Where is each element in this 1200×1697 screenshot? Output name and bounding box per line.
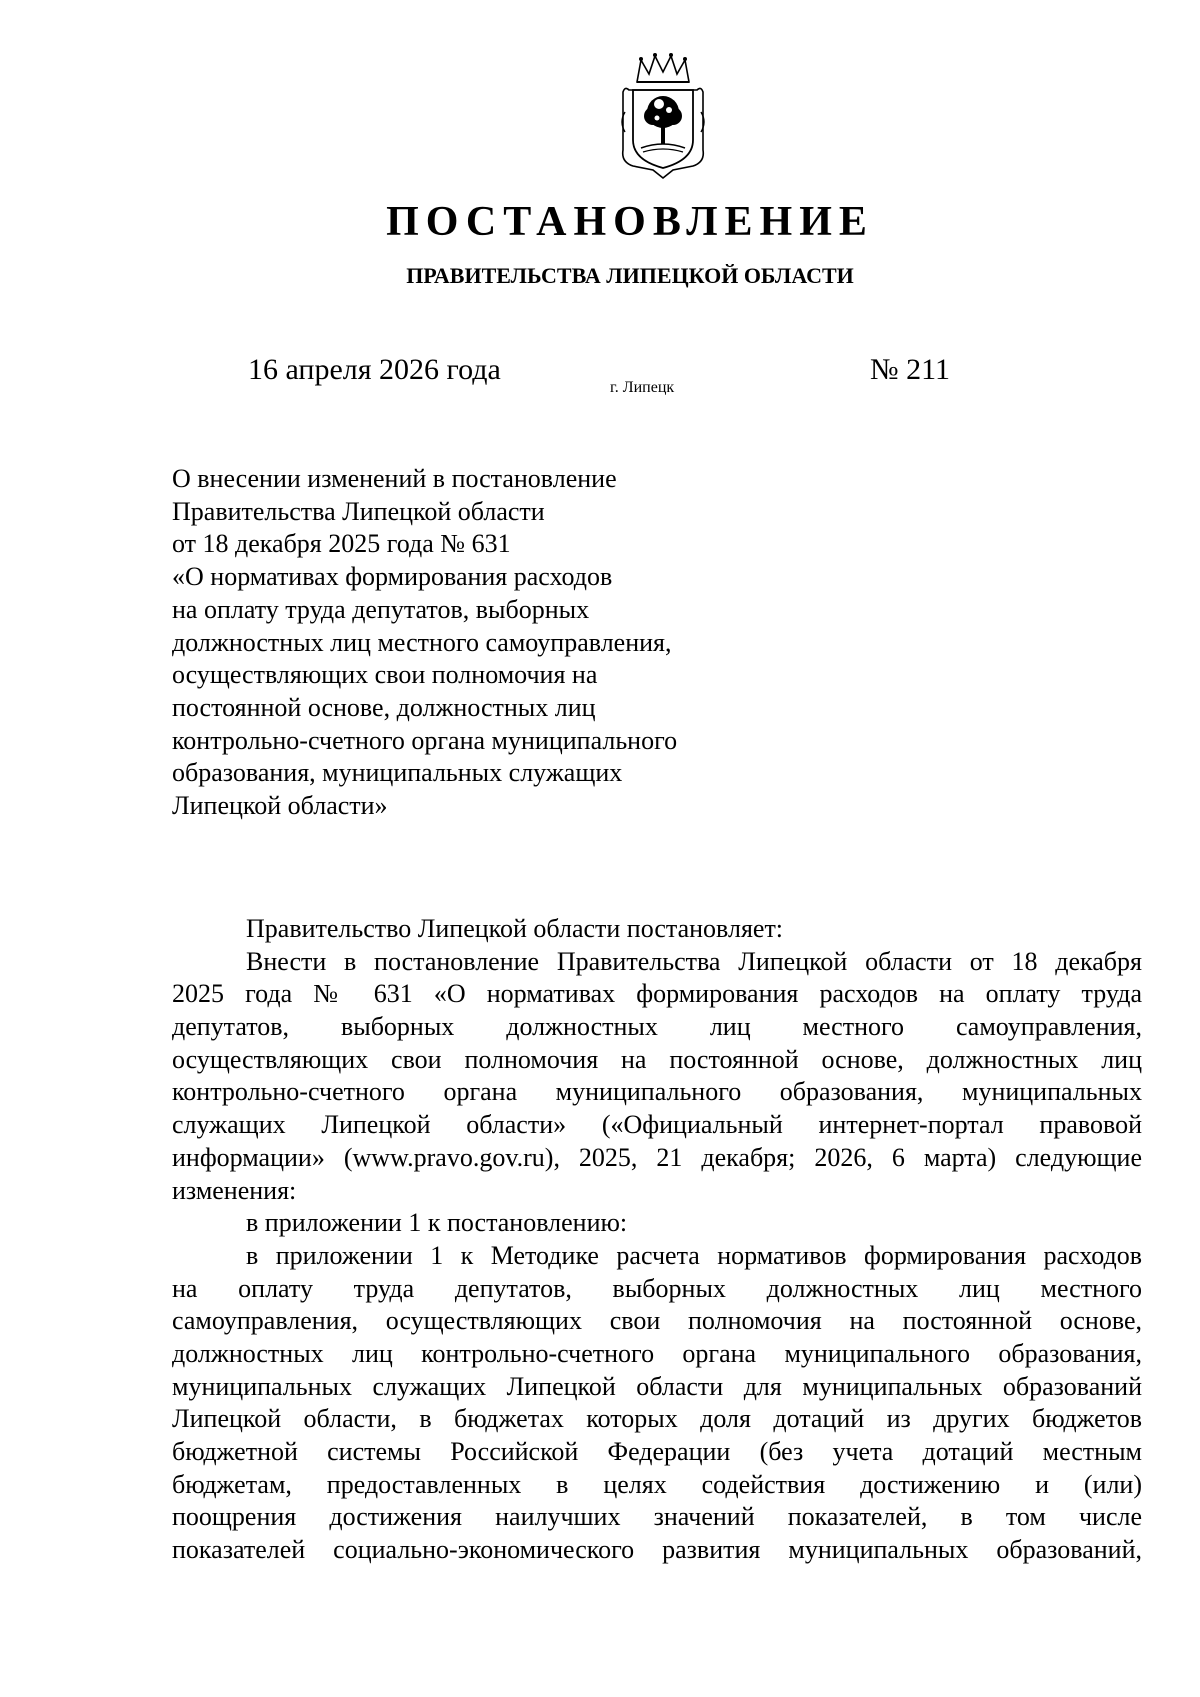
body-line: депутатов, выборных должностных лиц местного самоуправления,	[172, 1012, 1142, 1042]
body-line: контрольно-счетного органа муниципального образования, муниципальных	[172, 1077, 1142, 1107]
body-line: 2025 года № 631 «О нормативах формирования расходов на оплату труда	[172, 979, 1142, 1009]
document-type-title: ПОСТАНОВЛЕНИЕ	[386, 199, 874, 245]
body-line: Липецкой области, в бюджетах которых доля дотаций из других бюджетов	[172, 1404, 1142, 1434]
body-line: бюджетной системы Российской Федерации (без учета дотаций местным	[172, 1437, 1142, 1466]
document-date: 16 апреля 2026 года	[248, 353, 501, 386]
subject-line: должностных лиц местного самоуправления,	[172, 627, 672, 657]
subject-line: Правительства Липецкой области	[172, 496, 545, 526]
body-line: показателей социально-экономического развития муниципальных образований,	[172, 1535, 1142, 1565]
body-text	[172, 913, 1142, 1567]
body-line: бюджетам, предоставленных в целях содействия достижению и (или)	[172, 1469, 1142, 1499]
body-line: должностных лиц контрольно-счетного органа муниципального образования,	[172, 1338, 1142, 1368]
subject-line: контрольно-счетного органа муниципального	[172, 725, 678, 755]
subject-line: Липецкой области»	[172, 791, 388, 821]
body-line: муниципальных служащих Липецкой области для муниципальных образований	[172, 1371, 1142, 1401]
subject-line: «О нормативах формирования расходов	[172, 562, 613, 592]
subject-line: осуществляющих свои полномочия на	[172, 660, 598, 690]
body-line: изменения:	[172, 1175, 297, 1205]
subject-block	[172, 463, 677, 823]
body-line: служащих Липецкой области» («Официальный интернет-портал правовой	[172, 1110, 1142, 1140]
body-line: в приложении 1 к Методике расчета нормативов формирования расходов	[246, 1240, 1142, 1270]
body-line: в приложении 1 к постановлению:	[246, 1208, 628, 1238]
body-line: самоуправления, осуществляющих свои полномочия на постоянной основе,	[172, 1306, 1142, 1336]
body-line: информации» (www.pravo.gov.ru), 2025, 21 декабря; 2026, 6 марта) следующие	[172, 1142, 1142, 1172]
body-line: Правительство Липецкой области постановляет:	[246, 914, 784, 943]
document-city: г. Липецк	[610, 379, 675, 396]
issuer-subtitle: ПРАВИТЕЛЬСТВА ЛИПЕЦКОЙ ОБЛАСТИ	[406, 263, 854, 288]
subject-line: от 18 декабря 2025 года № 631	[172, 529, 511, 559]
document-number: № 211	[870, 353, 951, 386]
body-line: поощрения достижения наилучших значений показателей, в том числе	[172, 1502, 1142, 1532]
subject-line: О внесении изменений в постановление	[172, 464, 617, 493]
subject-line: образования, муниципальных служащих	[172, 758, 623, 788]
body-line: Внести в постановление Правительства Липецкой области от 18 декабря	[246, 946, 1142, 976]
body-line: на оплату труда депутатов, выборных должностных лиц местного	[172, 1273, 1142, 1303]
subject-line: на оплату труда депутатов, выборных	[172, 594, 590, 624]
coat-of-arms-icon	[619, 52, 707, 180]
subject-line: постоянной основе, должностных лиц	[172, 692, 596, 722]
body-line: осуществляющих свои полномочия на постоянной основе, должностных лиц	[172, 1044, 1142, 1074]
